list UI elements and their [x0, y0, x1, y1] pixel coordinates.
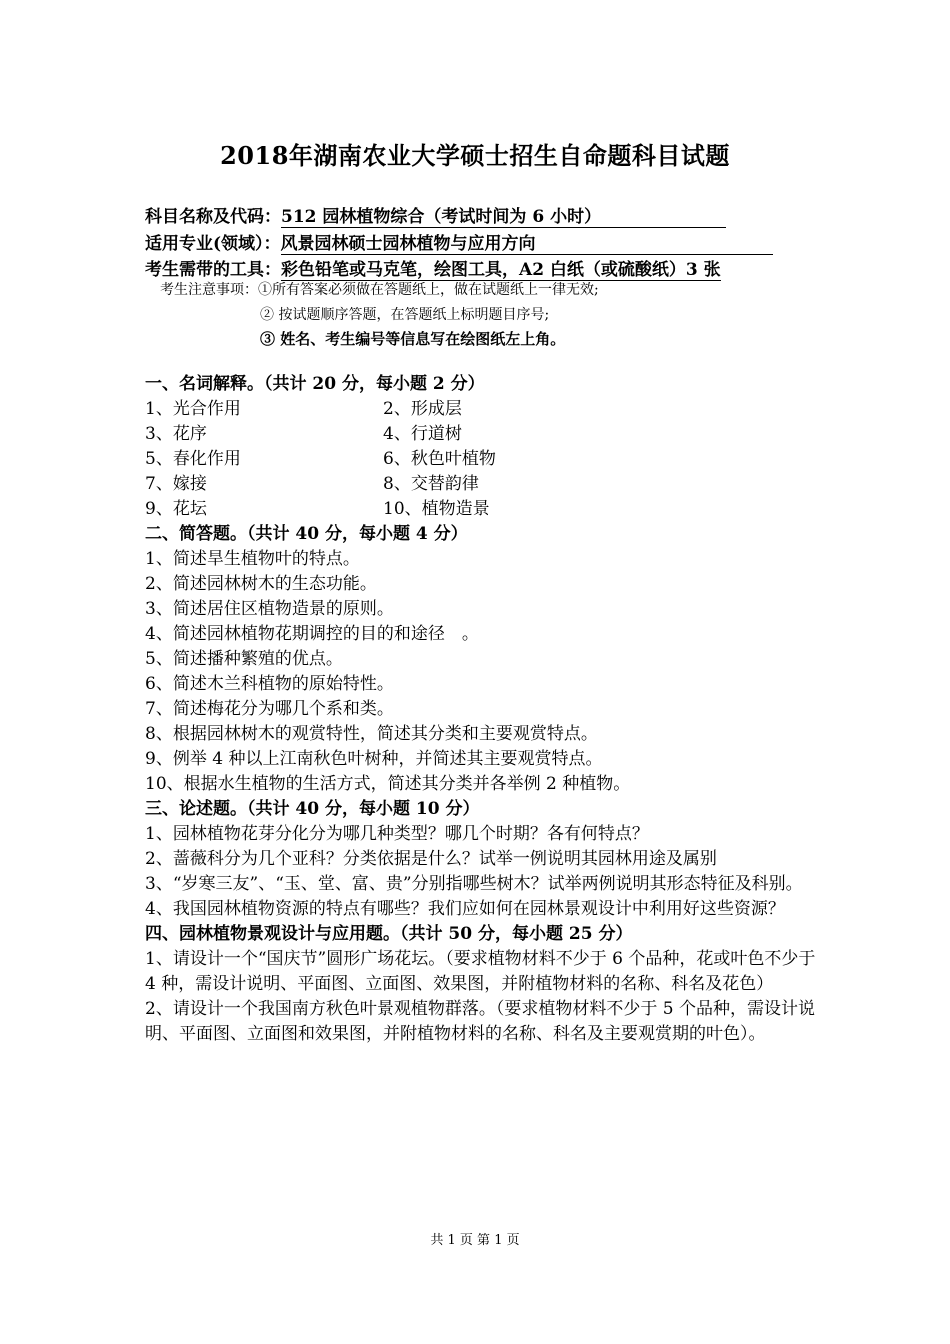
section4-heading: 四、园林植物景观设计与应用题。（共计 50 分，每小题 25 分） — [145, 924, 633, 944]
term: 6、秋色叶植物 — [383, 449, 496, 469]
major-line — [145, 229, 773, 255]
section1-heading: 一、名词解释。（共计 20 分，每小题 2 分） — [145, 374, 485, 394]
term-row — [145, 472, 825, 497]
subject-value: 512 园林植物综合（考试时间为 6 小时） — [281, 207, 726, 228]
notice-item-3: ③ 姓名、考生编号等信息写在绘图纸左上角。 — [260, 330, 566, 348]
question-item: 6、简述木兰科植物的原始特性。 — [145, 674, 394, 694]
question-item: 2、简述园林树木的生态功能。 — [145, 574, 377, 594]
notice-line-1 — [160, 279, 599, 299]
section3-heading: 三、论述题。（共计 40 分，每小题 10 分） — [145, 799, 480, 819]
question-item: 2、请设计一个我国南方秋色叶景观植物群落。（要求植物材料不少于 5 个品种，需设计说明、平面图、立面图和效果图，并附植物材料的名称、科名及主要观赏期的叶色）。 — [145, 999, 815, 1044]
page-footer: 共 1 页 第 1 页 — [430, 1233, 520, 1248]
exam-content — [145, 372, 825, 1047]
term: 5、春化作用 — [145, 449, 241, 469]
question-item: 4、我国园林植物资源的特点有哪些？我们应如何在园林景观设计中利用好这些资源？ — [145, 899, 785, 919]
question-item: 1、请设计一个“国庆节”圆形广场花坛。（要求植物材料不少于 6 个品种，花或叶色不少于 4 种，需设计说明、平面图、立面图、效果图，并附植物材料的名称、科名及花色） — [145, 949, 816, 994]
term: 4、行道树 — [383, 424, 462, 444]
page-title: 2018年湖南农业大学硕士招生自命题科目试题 — [220, 141, 730, 170]
subject-line — [145, 202, 726, 228]
question-item: 7、简述梅花分为哪几个系和类。 — [145, 699, 394, 719]
term: 1、光合作用 — [145, 399, 241, 419]
question-item: 3、“岁寒三友”、“玉、堂、富、贵”分别指哪些树木？试举两例说明其形态特征及科别。 — [145, 874, 803, 894]
term: 2、形成层 — [383, 399, 462, 419]
notice-item-2: ② 按试题顺序答题，在答题纸上标明题目序号; — [260, 307, 550, 323]
term: 7、嫁接 — [145, 474, 207, 494]
term: 10、植物造景 — [383, 499, 490, 519]
question-item: 9、例举 4 种以上江南秋色叶树种，并简述其主要观赏特点。 — [145, 749, 603, 769]
notice-item-1: ①所有答案必须做在答题纸上，做在试题纸上一律无效; — [258, 282, 599, 298]
term: 8、交替韵律 — [383, 474, 479, 494]
term-row — [145, 447, 825, 472]
question-item: 2、蔷薇科分为几个亚科？分类依据是什么？试举一例说明其园林用途及属别 — [145, 849, 717, 869]
major-value: 风景园林硕士园林植物与应用方向 — [281, 234, 773, 255]
major-label: 适用专业(领域）： — [145, 234, 281, 254]
question-item: 3、简述居住区植物造景的原则。 — [145, 599, 394, 619]
term-row — [145, 497, 825, 522]
question-item: 1、简述旱生植物叶的特点。 — [145, 549, 360, 569]
question-item: 10、根据水生植物的生活方式，简述其分类并各举例 2 种植物。 — [145, 774, 631, 794]
section2-heading: 二、简答题。（共计 40 分，每小题 4 分） — [145, 524, 468, 544]
term-row — [145, 422, 825, 447]
tools-value: 彩色铅笔或马克笔，绘图工具，A2 白纸（或硫酸纸）3 张 — [281, 260, 721, 280]
question-item: 8、根据园林树木的观赏特性，简述其分类和主要观赏特点。 — [145, 724, 598, 744]
tools-line — [145, 255, 721, 281]
tools-label: 考生需带的工具： — [145, 260, 281, 280]
term: 9、花坛 — [145, 499, 207, 519]
question-item: 1、园林植物花芽分化分为哪几种类型？哪几个时期？各有何特点？ — [145, 824, 649, 844]
notice-label: 考生注意事项： — [160, 282, 258, 298]
term: 3、花序 — [145, 424, 207, 444]
term-row — [145, 397, 825, 422]
subject-label: 科目名称及代码： — [145, 207, 281, 227]
question-item: 5、简述播种繁殖的优点。 — [145, 649, 343, 669]
question-item: 4、简述园林植物花期调控的目的和途径 。 — [145, 624, 479, 644]
